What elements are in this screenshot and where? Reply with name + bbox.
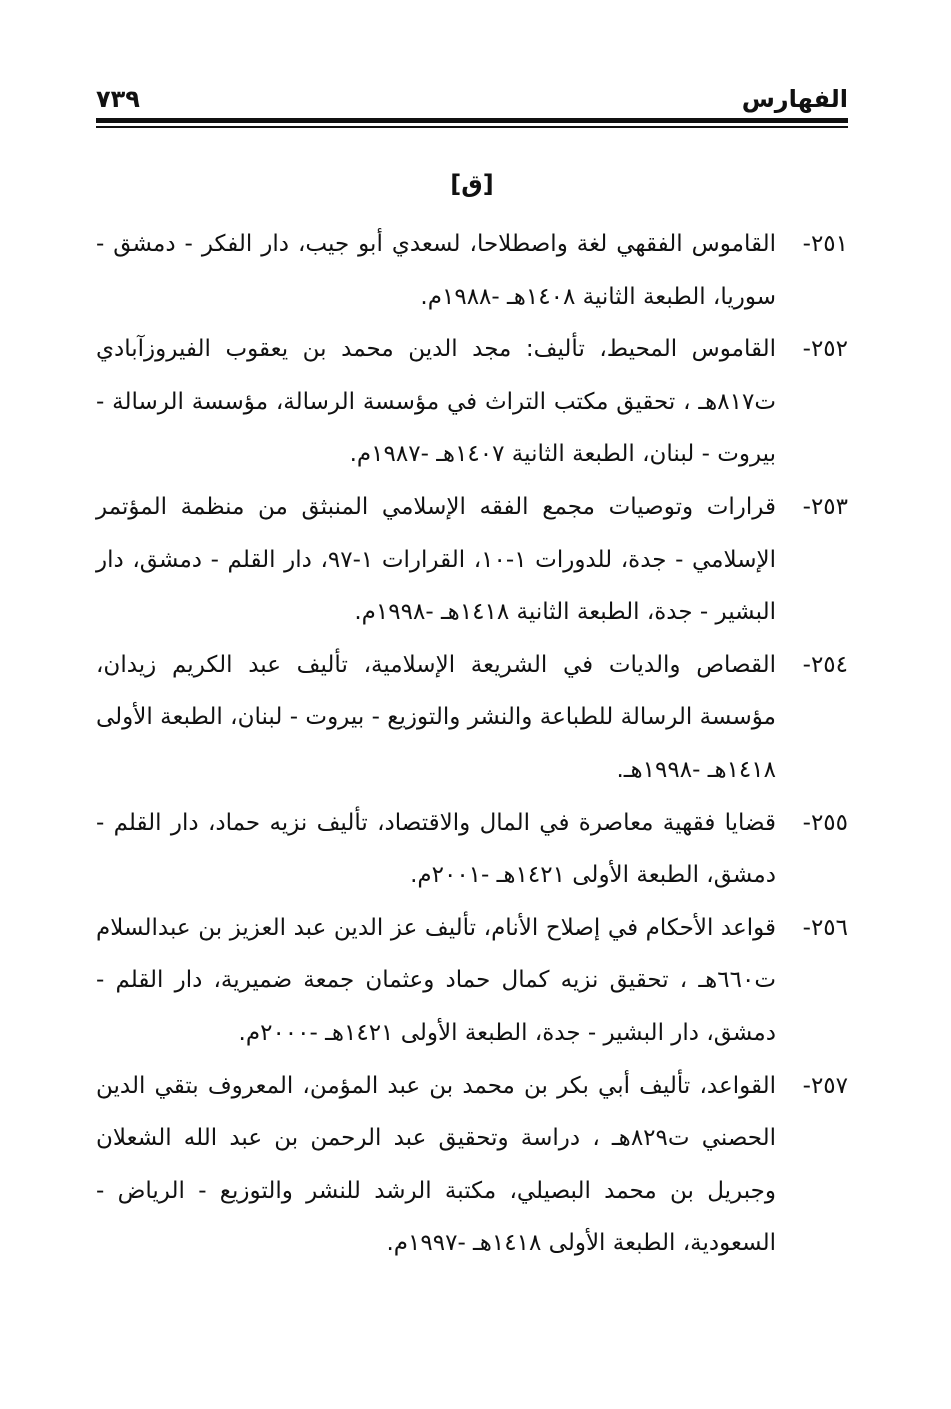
entry-text: قضايا فقهية معاصرة في المال والاقتصاد، تأليف نزيه حماد، دار القلم - دمشق، الطبعة الأولى ١٤٢١هـ -٢٠٠١م. xyxy=(96,809,776,889)
running-title: الفهارس xyxy=(741,85,848,113)
entry-number: ٢٥٣- xyxy=(802,493,848,520)
page-number: ٧٣٩ xyxy=(96,85,140,113)
entry-number: ٢٥٢- xyxy=(802,336,848,363)
entry-number: ٢٥٥- xyxy=(802,809,848,836)
bibliography-entry xyxy=(96,1060,848,1270)
bibliography-entry xyxy=(96,218,848,323)
entry-number: ٢٥١- xyxy=(802,231,848,257)
page-header xyxy=(96,82,848,116)
entry-text: قرارات وتوصيات مجمع الفقه الإسلامي المنبثق من منظمة المؤتمر الإسلامي - جدة، للدورات ١-١٠، القرارات ١-٩٧، دار القلم - دمشق، دار البشير - جدة، الطبعة الثانية ١٤١٨هـ -١٩٩٨م. xyxy=(96,493,776,626)
bibliography-entry xyxy=(96,323,848,481)
bibliography-list xyxy=(96,218,848,1270)
bibliography-entry xyxy=(96,481,848,639)
bibliography-entry xyxy=(96,639,848,797)
entry-number: ٢٥٤- xyxy=(802,651,848,678)
entry-number: ٢٥٧- xyxy=(802,1072,848,1099)
bibliography-entry xyxy=(96,902,848,1060)
entry-number: ٢٥٦- xyxy=(802,914,848,941)
entry-text: قواعد الأحكام في إصلاح الأنام، تأليف عز الدين عبد العزيز بن عبدالسلام ت٦٦٠هـ ، تحقيق نزيه كمال حماد وعثمان جمعة ضميرية، دار القلم - دمشق، دار البشير - جدة، الطبعة الأولى ١٤٢١هـ -٢٠٠٠م. xyxy=(96,914,776,1046)
entry-text: القاموس المحيط، تأليف: مجد الدين محمد بن يعقوب الفيروزآبادي ت٨١٧هـ ، تحقيق مكتب التراث في مؤسسة الرسالة، مؤسسة الرسالة - بيروت - لبنان، الطبعة الثانية ١٤٠٧هـ -١٩٨٧م. xyxy=(96,336,776,468)
section-heading: [ق] xyxy=(450,170,494,198)
entry-text: القواعد، تأليف أبي بكر بن محمد بن عبد المؤمن، المعروف بتقي الدين الحصني ت٨٢٩هـ ، دراسة وتحقيق عبد الرحمن بن عبد الله الشعلان وجبريل بن محمد البصيلي، مكتبة الرشد للنشر والتوزيع - الرياض - السعودية، الطبعة الأولى ١٤١٨هـ -١٩٩٧م. xyxy=(96,1072,777,1257)
header-rule-thick xyxy=(96,118,848,123)
header-rule-thin xyxy=(96,126,848,128)
bibliography-entry xyxy=(96,797,848,902)
entry-text: القاموس الفقهي لغة واصطلاحا، لسعدي أبو جيب، دار الفكر - دمشق - سوريا، الطبعة الثانية ١٤٠٨هـ -١٩٨٨م. xyxy=(96,231,776,310)
entry-text: القصاص والديات في الشريعة الإسلامية، تأليف عبد الكريم زيدان، مؤسسة الرسالة للطباعة والنشر والتوزيع - بيروت - لبنان، الطبعة الأولى ١٤١٨هـ -١٩٩٨هـ. xyxy=(96,651,776,783)
